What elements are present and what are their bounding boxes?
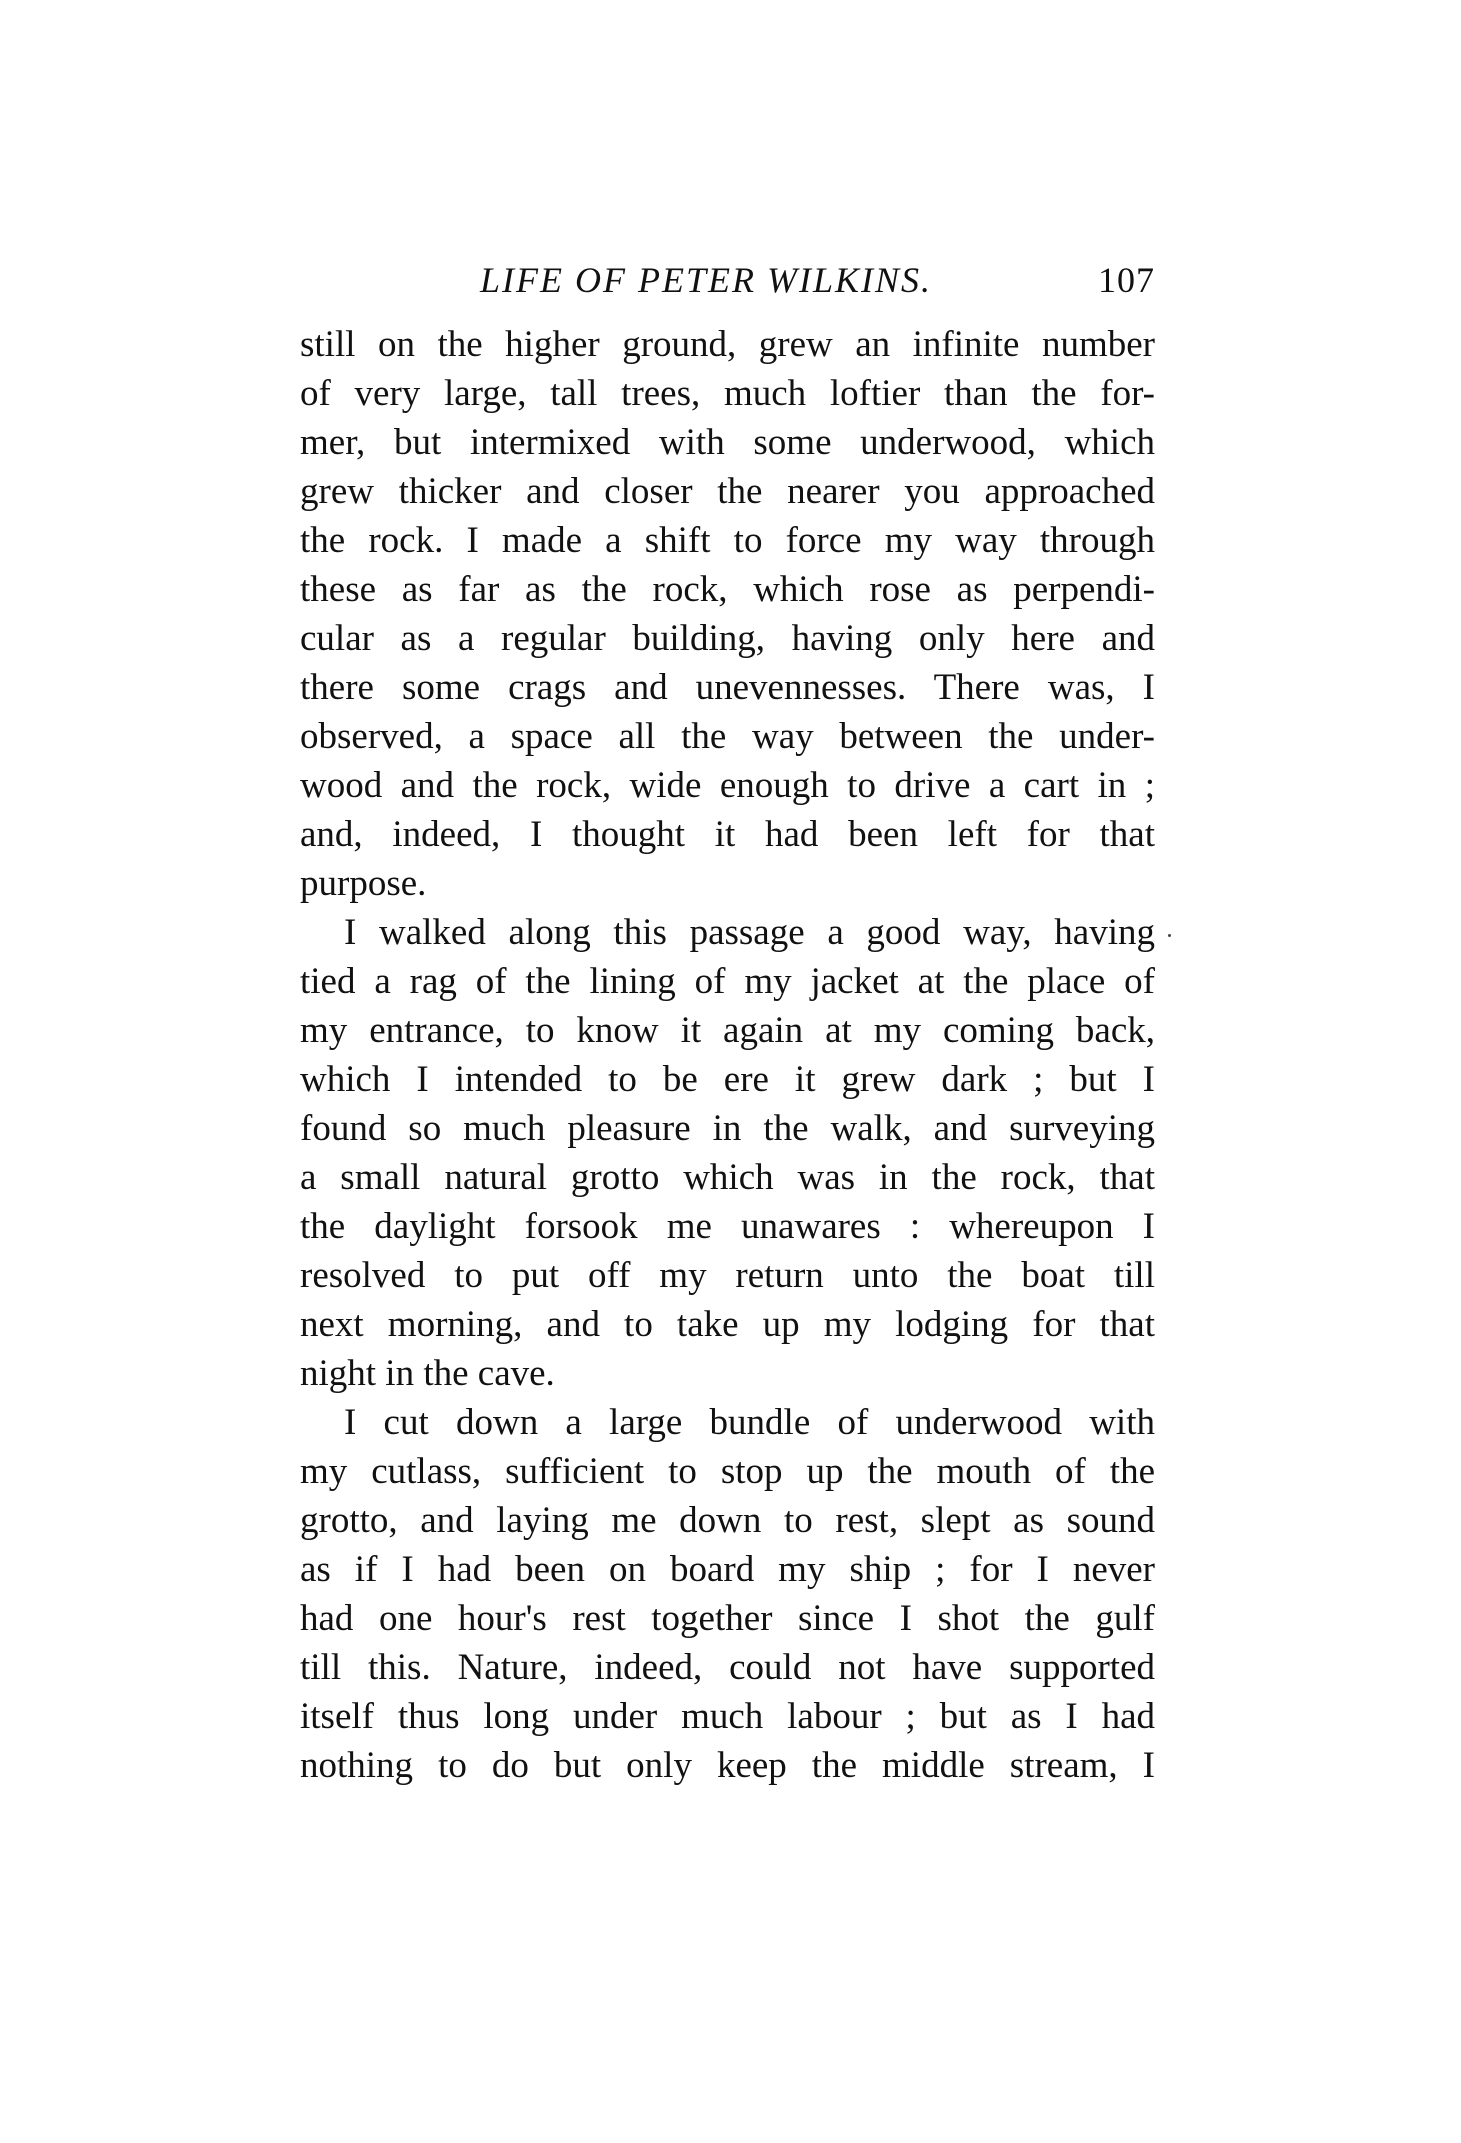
text-line: and, indeed, I thought it had been left for that (300, 814, 1155, 855)
paragraph-end-line: purpose. (300, 863, 427, 904)
text-line: grew thicker and closer the nearer you approached (300, 471, 1155, 512)
text-line: itself thus long under much labour ; but as I had (300, 1696, 1155, 1737)
text-line: had one hour's rest together since I shot the gulf (300, 1598, 1155, 1639)
ink-speck (1168, 934, 1171, 937)
text-line: as if I had been on board my ship ; for I never (300, 1549, 1155, 1590)
text-line: nothing to do but only keep the middle stream, I (300, 1745, 1155, 1786)
text-line: till this. Nature, indeed, could not have supported (300, 1647, 1155, 1688)
text-line: grotto, and laying me down to rest, slept as sound (300, 1500, 1155, 1541)
text-line: of very large, tall trees, much loftier than the for- (300, 373, 1155, 414)
text-line: my entrance, to know it again at my coming back, (300, 1010, 1155, 1051)
text-line: cular as a regular building, having only here and (300, 618, 1155, 659)
text-line: next morning, and to take up my lodging for that (300, 1304, 1155, 1345)
running-title: LIFE OF PETER WILKINS. (480, 260, 932, 300)
text-line: resolved to put off my return unto the boat till (300, 1255, 1155, 1296)
text-line: observed, a space all the way between the under- (300, 716, 1155, 757)
text-line: there some crags and unevennesses. There was, I (300, 667, 1155, 708)
text-line: these as far as the rock, which rose as perpendi- (300, 569, 1155, 610)
text-line: tied a rag of the lining of my jacket at the place of (300, 961, 1155, 1002)
text-line: a small natural grotto which was in the rock, that (300, 1157, 1155, 1198)
text-line: wood and the rock, wide enough to drive a cart in ; (300, 765, 1155, 806)
running-head (300, 255, 1155, 305)
paragraph-start-line: I walked along this passage a good way, having (344, 912, 1155, 953)
text-line: my cutlass, sufficient to stop up the mouth of the (300, 1451, 1155, 1492)
body-text (300, 320, 1155, 1790)
text-line: which I intended to be ere it grew dark ; but I (300, 1059, 1155, 1100)
text-line: found so much pleasure in the walk, and surveying (300, 1108, 1155, 1149)
text-line: still on the higher ground, grew an infinite number (300, 324, 1155, 365)
page-number: 107 (1098, 260, 1155, 300)
text-line: the rock. I made a shift to force my way through (300, 520, 1155, 561)
paragraph-start-line: I cut down a large bundle of underwood with (344, 1402, 1155, 1443)
text-line: mer, but intermixed with some underwood, which (300, 422, 1155, 463)
paragraph-end-line: night in the cave. (300, 1353, 555, 1394)
text-line: the daylight forsook me unawares : whereupon I (300, 1206, 1155, 1247)
